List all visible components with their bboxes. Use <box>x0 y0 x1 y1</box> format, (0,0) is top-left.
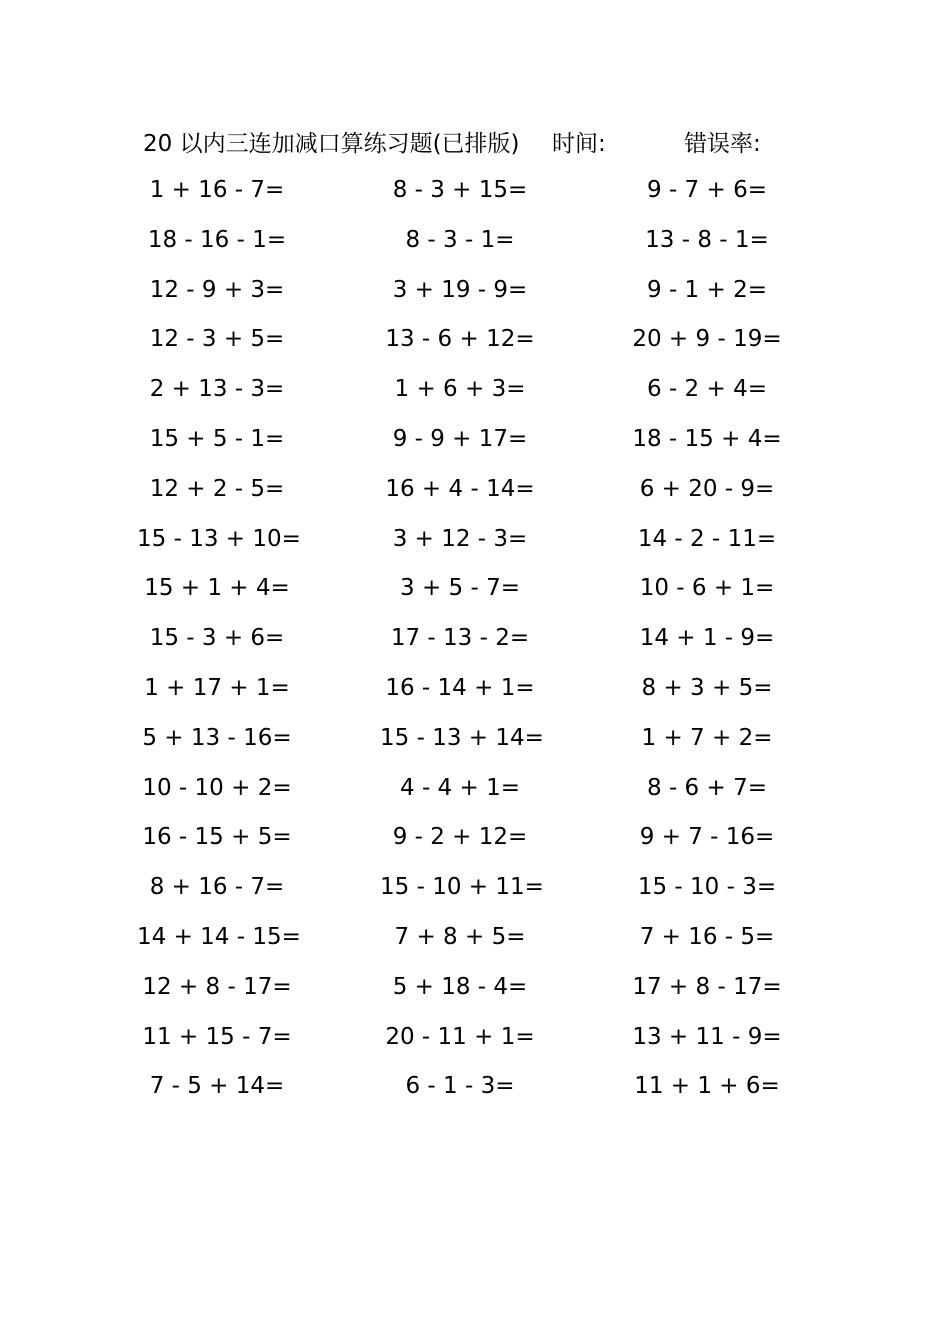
problem: 11 + 15 - 7= <box>142 1023 292 1050</box>
problem-row <box>0 764 950 814</box>
problem-row <box>0 813 950 863</box>
problem-row <box>0 1013 950 1063</box>
time-label: 时间: <box>552 131 606 157</box>
problem: 7 - 5 + 14= <box>149 1073 285 1100</box>
problem: 7 + 8 + 5= <box>394 923 526 950</box>
problem-row <box>0 1062 950 1112</box>
problem-row <box>0 863 950 913</box>
problem: 12 + 8 - 17= <box>142 973 292 1000</box>
problem: 12 - 3 + 5= <box>149 326 285 353</box>
problem-row <box>0 564 950 614</box>
problem: 3 + 19 - 9= <box>392 276 528 303</box>
worksheet-title: 20 以内三连加减口算练习题(已排版) <box>143 131 520 157</box>
worksheet-header <box>0 124 950 164</box>
problem: 14 - 2 - 11= <box>637 525 777 552</box>
problem: 12 - 9 + 3= <box>149 276 285 303</box>
problem: 9 + 7 - 16= <box>639 824 775 851</box>
problem-row <box>0 266 950 316</box>
problem: 18 - 15 + 4= <box>632 425 782 452</box>
problem: 15 - 10 - 3= <box>637 874 777 901</box>
problem: 6 - 1 - 3= <box>405 1073 515 1100</box>
problem: 10 - 6 + 1= <box>639 575 775 602</box>
problem: 17 - 13 - 2= <box>390 625 530 652</box>
problem: 9 - 1 + 2= <box>647 276 767 303</box>
problem: 3 + 5 - 7= <box>400 575 520 602</box>
problem: 14 + 14 - 15= <box>137 923 301 950</box>
problem-row <box>0 963 950 1013</box>
problem: 9 - 7 + 6= <box>647 177 767 203</box>
problem: 11 + 1 + 6= <box>634 1073 780 1100</box>
problem: 4 - 4 + 1= <box>400 774 520 801</box>
problem: 12 + 2 - 5= <box>149 475 285 502</box>
problem: 18 - 16 - 1= <box>147 226 287 253</box>
problem: 17 + 8 - 17= <box>632 973 782 1000</box>
problem: 13 - 6 + 12= <box>385 326 535 353</box>
problem: 15 - 10 + 11= <box>380 874 544 901</box>
problem: 10 - 10 + 2= <box>142 774 292 801</box>
problem: 8 - 6 + 7= <box>647 774 767 801</box>
problem: 16 - 15 + 5= <box>142 824 292 851</box>
problem-row <box>0 714 950 764</box>
problem-row <box>0 913 950 963</box>
problem-row <box>0 465 950 515</box>
problem: 20 - 11 + 1= <box>385 1023 535 1050</box>
problem: 5 + 13 - 16= <box>142 724 292 751</box>
problem-row <box>0 614 950 664</box>
problem: 7 + 16 - 5= <box>639 923 775 950</box>
problem: 14 + 1 - 9= <box>639 625 775 652</box>
problem: 1 + 6 + 3= <box>394 376 526 403</box>
problem: 2 + 13 - 3= <box>149 376 285 403</box>
problem: 6 - 2 + 4= <box>647 376 767 403</box>
problem: 8 + 3 + 5= <box>641 674 773 701</box>
problem: 16 + 4 - 14= <box>385 475 535 502</box>
problem: 15 - 13 + 14= <box>380 724 544 751</box>
problem-row <box>0 315 950 365</box>
problem: 1 + 7 + 2= <box>641 724 773 751</box>
problem-row <box>0 664 950 714</box>
problem: 16 - 14 + 1= <box>385 674 535 701</box>
problem: 15 - 13 + 10= <box>137 525 301 552</box>
problem: 8 - 3 - 1= <box>405 226 515 253</box>
problem-row <box>0 415 950 465</box>
problem: 1 + 16 - 7= <box>149 177 285 203</box>
problem-grid <box>0 166 950 1112</box>
problem: 15 + 5 - 1= <box>149 425 285 452</box>
problem: 9 - 2 + 12= <box>392 824 528 851</box>
problem-row <box>0 365 950 415</box>
problem: 3 + 12 - 3= <box>392 525 528 552</box>
problem: 5 + 18 - 4= <box>392 973 528 1000</box>
problem-row <box>0 166 950 216</box>
problem: 20 + 9 - 19= <box>632 326 782 353</box>
problem: 15 + 1 + 4= <box>144 575 290 602</box>
problem: 6 + 20 - 9= <box>639 475 775 502</box>
problem: 9 - 9 + 17= <box>392 425 528 452</box>
problem-row <box>0 216 950 266</box>
problem: 15 - 3 + 6= <box>149 625 285 652</box>
problem: 8 - 3 + 15= <box>392 177 528 203</box>
problem: 1 + 17 + 1= <box>144 674 290 701</box>
problem: 13 + 11 - 9= <box>632 1023 782 1050</box>
problem: 8 + 16 - 7= <box>149 874 285 901</box>
error-rate-label: 错误率: <box>684 131 761 157</box>
problem: 13 - 8 - 1= <box>645 226 769 253</box>
problem-row <box>0 515 950 565</box>
